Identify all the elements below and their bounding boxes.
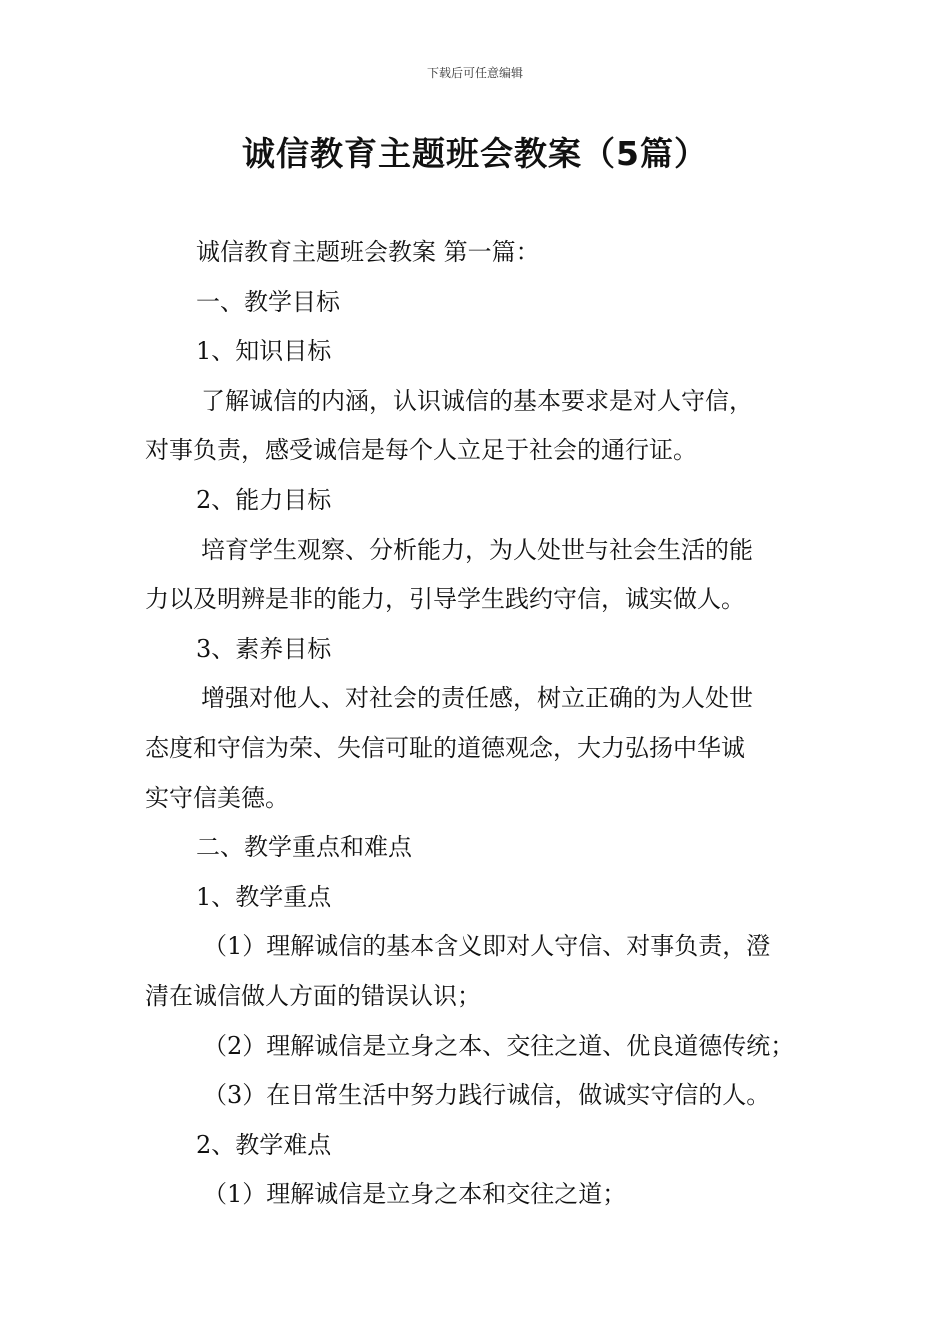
paragraph-line: 力以及明辨是非的能力，引导学生践约守信，诚实做人。 bbox=[145, 585, 745, 614]
section-heading: 诚信教育主题班会教案 第一篇： bbox=[196, 238, 540, 266]
section-heading: 一、教学目标 bbox=[196, 287, 340, 316]
paragraph-line: 对事负责，感受诚信是每个人立足于社会的通行证。 bbox=[145, 436, 697, 465]
subsection-heading: 1、知识目标 bbox=[196, 337, 332, 366]
paragraph-line: 实守信美德。 bbox=[145, 783, 289, 812]
paragraph-line: 态度和守信为荣、失信可耻的道德观念，大力弘扬中华诚 bbox=[145, 733, 745, 762]
subsection-heading: 2、教学难点 bbox=[196, 1130, 332, 1159]
document-body bbox=[145, 228, 815, 1220]
list-item-line: （3）在日常生活中努力践行诚信，做诚实守信的人。 bbox=[203, 1081, 771, 1110]
document-title: 诚信教育主题班会教案（5篇） bbox=[242, 134, 708, 173]
subsection-heading: 1、教学重点 bbox=[196, 882, 332, 911]
paragraph-line: 清在诚信做人方面的错误认识； bbox=[145, 981, 481, 1010]
paragraph-line: 了解诚信的内涵，认识诚信的基本要求是对人守信， bbox=[201, 386, 753, 415]
subsection-heading: 3、素养目标 bbox=[196, 634, 332, 663]
list-item-line: （1）理解诚信的基本含义即对人守信、对事负责，澄 bbox=[203, 932, 771, 961]
paragraph-line: 培育学生观察、分析能力，为人处世与社会生活的能 bbox=[201, 535, 753, 564]
subsection-heading: 2、能力目标 bbox=[196, 485, 332, 514]
paragraph-line: 增强对他人、对社会的责任感，树立正确的为人处世 bbox=[201, 684, 753, 713]
list-item-line: （2）理解诚信是立身之本、交往之道、优良道德传统； bbox=[203, 1031, 795, 1060]
section-heading: 二、教学重点和难点 bbox=[196, 833, 412, 862]
list-item-line: （1）理解诚信是立身之本和交往之道； bbox=[203, 1180, 627, 1209]
header-note: 下载后可任意编辑 bbox=[426, 66, 523, 80]
